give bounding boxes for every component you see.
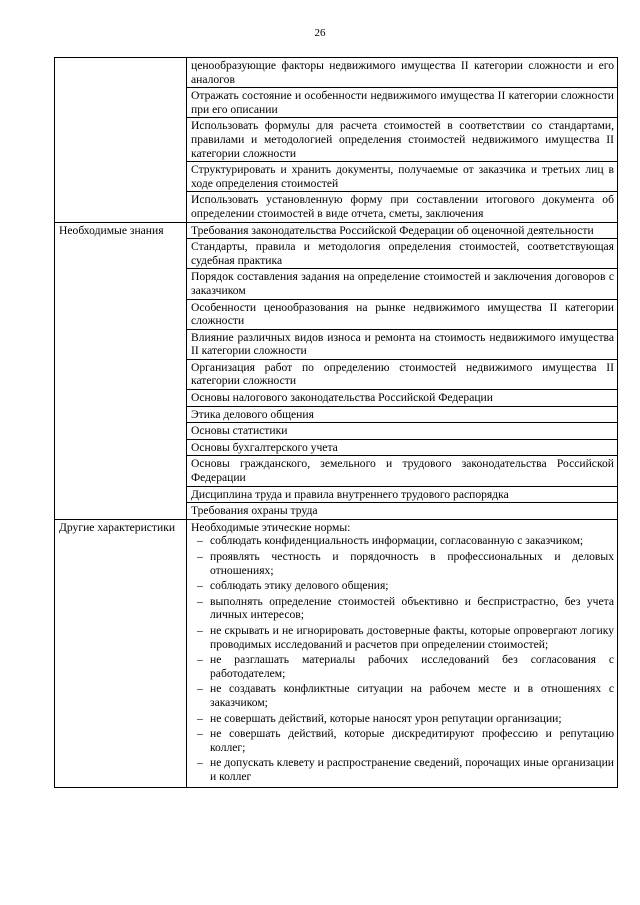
list-item: – выполнять определение стоимостей объективно и беспристрастно, без учета личных интересов; — [191, 595, 614, 622]
table-row — [55, 58, 618, 88]
table-cell: Организация работ по определению стоимостей недвижимого имущества II категории сложности — [187, 359, 618, 389]
table-cell: Структурировать и хранить документы, получаемые от заказчика и третьих лиц в ходе определения стоимостей — [187, 162, 618, 192]
list-item: – соблюдать этику делового общения; — [191, 579, 614, 593]
table-row — [55, 222, 618, 239]
page-number: 26 — [314, 27, 326, 39]
list-item: – не создавать конфликтные ситуации на рабочем месте и в отношениях с заказчиком; — [191, 682, 614, 709]
table-cell: Особенности ценообразования на рынке недвижимого имущества II категории сложности — [187, 299, 618, 329]
row-label-empty — [55, 58, 187, 223]
qualification-table — [54, 57, 618, 788]
table-cell: Дисциплина труда и правила внутреннего трудового распорядка — [187, 486, 618, 503]
ethics-list — [191, 534, 614, 783]
list-item: – не допускать клевету и распространение сведений, порочащих иные организации и коллег — [191, 756, 614, 783]
table-cell: Основы статистики — [187, 423, 618, 440]
list-item: – проявлять честность и порядочность в профессиональных и деловых отношениях; — [191, 550, 614, 577]
list-item: – соблюдать конфиденциальность информации, согласованную с заказчиком; — [191, 534, 614, 548]
table-cell: ценообразующие факторы недвижимого имущества II категории сложности и его аналогов — [187, 58, 618, 88]
table-cell: Использовать установленную форму при составлении итогового документа об определении стоимостей в виде отчета, сметы, заключения — [187, 192, 618, 222]
table-cell: Порядок составления задания на определение стоимостей и заключения договоров с заказчиком — [187, 269, 618, 299]
list-item: – не совершать действий, которые наносят урон репутации организации; — [191, 712, 614, 726]
table-cell: Отражать состояние и особенности недвижимого имущества II категории сложности при его описании — [187, 88, 618, 118]
table-row — [55, 519, 618, 787]
table-cell: Использовать формулы для расчета стоимостей в соответствии со стандартами, правилами и методологией определения стоимостей недвижимого имущества II категории сложности — [187, 118, 618, 162]
ethics-cell — [187, 519, 618, 787]
table-cell: Основы гражданского, земельного и трудового законодательства Российской Федерации — [187, 456, 618, 486]
table-cell: Влияние различных видов износа и ремонта на стоимость недвижимого имущества II категории сложности — [187, 329, 618, 359]
table-cell: Требования законодательства Российской Федерации об оценочной деятельности — [187, 222, 618, 239]
table-cell: Стандарты, правила и методология определения стоимостей, соответствующая судебная практика — [187, 239, 618, 269]
row-label-other-characteristics: Другие характеристики — [55, 519, 187, 787]
ethics-intro: Необходимые этические нормы: — [191, 520, 351, 534]
list-item: – не скрывать и не игнорировать достоверные факты, которые опровергают логику проводимых исследований и расчетов при определении стоимостей; — [191, 624, 614, 651]
table-cell: Основы бухгалтерского учета — [187, 439, 618, 456]
table-cell: Требования охраны труда — [187, 503, 618, 520]
table-cell: Основы налогового законодательства Российской Федерации — [187, 390, 618, 407]
list-item: – не совершать действий, которые дискредитируют профессию и репутацию коллег; — [191, 727, 614, 754]
row-label-required-knowledge: Необходимые знания — [55, 222, 187, 519]
list-item: – не разглашать материалы рабочих исследований без согласования с работодателем; — [191, 653, 614, 680]
table-cell: Этика делового общения — [187, 406, 618, 423]
